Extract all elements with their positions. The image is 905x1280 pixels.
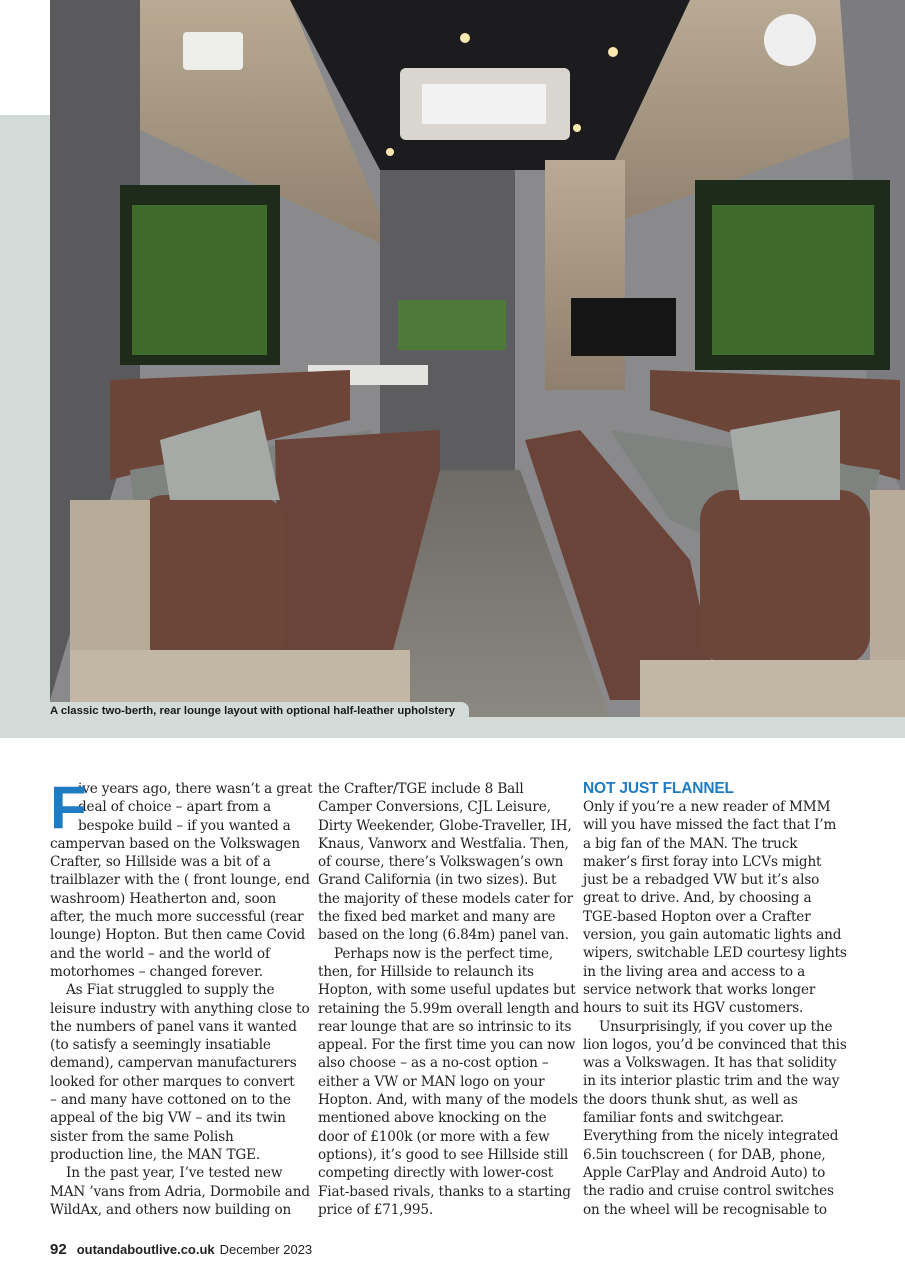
article-column-1 bbox=[50, 774, 313, 1219]
text-line: in its interior plastic trim and the way bbox=[583, 1073, 840, 1090]
article-paragraph bbox=[318, 780, 573, 945]
text-line: the majority of these models cater for bbox=[318, 890, 573, 907]
text-line: ive years ago, there wasn’t a great bbox=[78, 781, 313, 797]
issue-date: December 2023 bbox=[219, 1242, 313, 1257]
text-line: familiar fonts and switchgear. bbox=[583, 1110, 785, 1127]
text-line: of course, there’s Volkswagen’s own bbox=[318, 854, 564, 871]
text-line: campervan based on the Volkswagen bbox=[50, 835, 301, 852]
article-paragraph bbox=[318, 945, 580, 1219]
text-line: looked for other marques to convert bbox=[50, 1073, 295, 1090]
text-line: door of £100k (or more with a few bbox=[318, 1128, 550, 1145]
text-line: the doors thunk shut, as well as bbox=[583, 1091, 798, 1108]
article-column-2 bbox=[318, 780, 580, 1219]
text-line: trailblazer with the ( front lounge, end bbox=[50, 872, 310, 889]
text-line: Perhaps now is the perfect time, bbox=[334, 945, 554, 962]
text-line: will you have missed the fact that I’m bbox=[583, 817, 837, 834]
text-line: on the wheel will be recognisable to bbox=[583, 1201, 827, 1218]
text-line: WildAx, and others now building on bbox=[50, 1201, 292, 1218]
text-line: Grand California (in two sizes). But bbox=[318, 872, 557, 889]
text-line: As Fiat struggled to supply the bbox=[66, 982, 275, 999]
text-line: MAN ’vans from Adria, Dormobile and bbox=[50, 1183, 310, 1200]
text-line: service network that works longer bbox=[583, 981, 816, 998]
photo-caption: A classic two-berth, rear lounge layout with optional half-leather upholstery bbox=[50, 702, 469, 718]
website-url: outandaboutlive.co.uk bbox=[76, 1242, 215, 1257]
text-line: appeal of the big VW – and its twin bbox=[50, 1110, 286, 1127]
article-paragraph bbox=[50, 1164, 310, 1219]
text-line: motorhomes – changed forever. bbox=[50, 963, 263, 980]
text-line: options), it’s good to see Hillside still bbox=[318, 1146, 569, 1163]
text-line: In the past year, I’ve tested new bbox=[66, 1165, 283, 1182]
text-line: Fiat-based rivals, thanks to a starting bbox=[318, 1183, 571, 1200]
text-line: also choose – as a no-cost option – bbox=[318, 1055, 549, 1072]
article-paragraph bbox=[583, 798, 845, 1018]
text-line: the fixed bed market and many are bbox=[318, 909, 556, 926]
text-line: wipers, switchable LED courtesy lights bbox=[583, 945, 847, 962]
section-heading: NOT JUST FLANNEL bbox=[583, 780, 734, 797]
text-line: appeal. For the first time you can now bbox=[318, 1037, 576, 1054]
text-line: Everything from the nicely integrated bbox=[583, 1128, 839, 1145]
text-line: Hopton, with some useful updates but bbox=[318, 982, 576, 999]
text-line: just be a rebadged VW but it’s also bbox=[583, 872, 820, 889]
text-line: the Crafter/TGE include 8 Ball bbox=[318, 781, 524, 797]
text-line: the radio and cruise control switches bbox=[583, 1183, 834, 1200]
text-line: based on the long (6.84m) panel van. bbox=[318, 927, 569, 944]
text-line: was a Volkswagen. It has that solidity bbox=[583, 1055, 837, 1072]
text-line: TGE-based Hopton over a Crafter bbox=[583, 908, 811, 925]
text-line: sister from the same Polish bbox=[50, 1128, 234, 1145]
drop-cap: F bbox=[50, 774, 87, 841]
text-line: Camper Conversions, CJL Leisure, bbox=[318, 799, 551, 816]
article-paragraph bbox=[50, 981, 310, 1164]
text-line: demand), campervan manufacturers bbox=[50, 1055, 297, 1072]
text-line: lion logos, you’d be convinced that this bbox=[583, 1036, 847, 1053]
text-line: lounge) Hopton. But then came Covid bbox=[50, 927, 306, 944]
text-line: (to satisfy a seemingly insatiable bbox=[50, 1037, 271, 1054]
text-line: retaining the 5.99m overall length and bbox=[318, 1000, 580, 1017]
campervan-interior-photo bbox=[50, 0, 905, 717]
text-line: Crafter, so Hillside was a bit of a bbox=[50, 854, 271, 871]
text-line: deal of choice – apart from a bbox=[78, 799, 271, 816]
page-number: 92 bbox=[50, 1241, 67, 1258]
text-line: – and many have cottoned on to the bbox=[50, 1092, 291, 1109]
text-line: rear lounge that are so intrinsic to its bbox=[318, 1018, 572, 1035]
text-line: price of £71,995. bbox=[318, 1201, 434, 1218]
article-paragraph bbox=[50, 774, 313, 981]
text-line: after, the much more successful (rear bbox=[50, 909, 304, 926]
text-line: Dirty Weekender, Globe-Traveller, IH, bbox=[318, 817, 572, 834]
text-line: leisure industry with anything close to bbox=[50, 1000, 310, 1017]
text-line: washroom) Heatherton and, soon bbox=[50, 890, 277, 907]
text-line: Unsurprisingly, if you cover up the bbox=[599, 1018, 833, 1035]
text-line: and the world – and the world of bbox=[50, 945, 270, 962]
text-line: maker’s first foray into LCVs might bbox=[583, 853, 822, 870]
text-line: version, you gain automatic lights and bbox=[583, 927, 842, 944]
text-line: production line, the MAN TGE. bbox=[50, 1146, 261, 1163]
text-line: either a VW or MAN logo on your bbox=[318, 1073, 545, 1090]
text-line: 6.5in touchscreen ( for DAB, phone, bbox=[583, 1146, 826, 1163]
text-line: mentioned above knocking on the bbox=[318, 1110, 547, 1127]
article-column-3 bbox=[583, 780, 845, 1219]
text-line: great to drive. And, by choosing a bbox=[583, 890, 812, 907]
text-line: in the living area and access to a bbox=[583, 963, 806, 980]
text-line: hours to suit its HGV customers. bbox=[583, 1000, 804, 1017]
article-paragraph bbox=[583, 1018, 845, 1219]
text-line: competing directly with lower-cost bbox=[318, 1165, 554, 1182]
text-line: Apple CarPlay and Android Auto) to bbox=[583, 1164, 826, 1181]
page-footer bbox=[50, 1241, 312, 1258]
text-line: Hopton. And, with many of the models bbox=[318, 1092, 578, 1109]
text-line: a big fan of the MAN. The truck bbox=[583, 835, 798, 852]
text-line: then, for Hillside to relaunch its bbox=[318, 963, 534, 980]
text-line: Only if you’re a new reader of MMM bbox=[583, 799, 831, 815]
text-line: the numbers of panel vans it wanted bbox=[50, 1018, 297, 1035]
text-line: bespoke build – if you wanted a bbox=[78, 817, 291, 834]
text-line: Knaus, Vanworx and Westfalia. Then, bbox=[318, 835, 569, 852]
